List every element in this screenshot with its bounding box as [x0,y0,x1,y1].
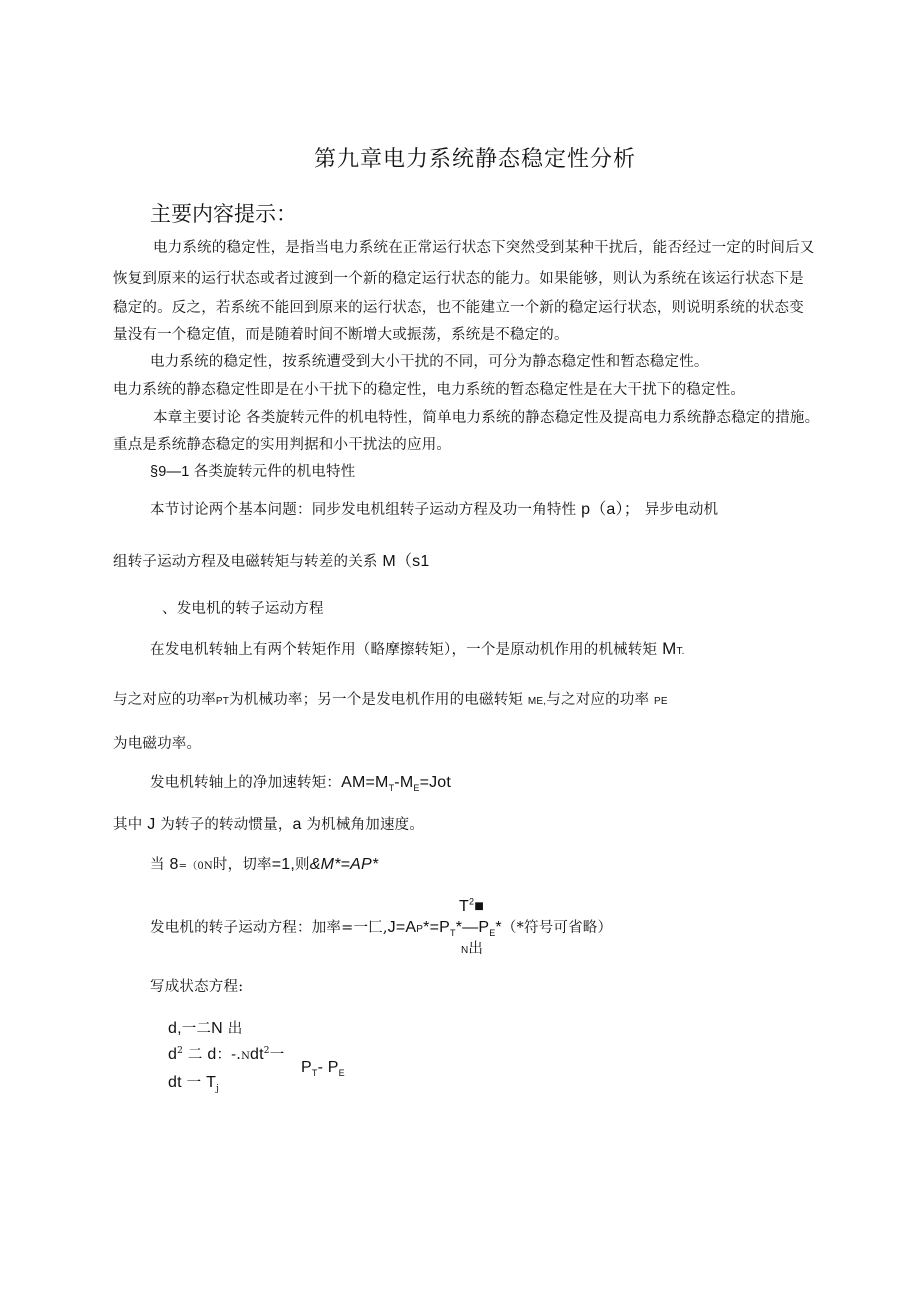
eq3-sub-t: T [450,928,456,939]
p7-text-e: 为机械角加速度。 [306,817,425,833]
eq1-label: 发电机转轴上的净加速转矩： [150,775,342,791]
paragraph-6-line-2 [113,690,668,712]
eq1-sub-e: E [413,783,420,794]
eq3-label: 发电机的转子运动方程：加率=一匚, [150,920,388,936]
st2-i: 一 [269,1047,285,1063]
paragraph-1-line-2: 恢复到原来的运行状态或者过渡到一个新的稳定运行状态的能力。如果能够，则认为系统在该运行状态下是 [113,271,804,287]
paragraph-5-line-1 [150,500,718,520]
paragraph-1-line-1: 电力系统的稳定性，是指当电力系统在正常运行状态下突然受到某种干扰后，能否经过一定的时间后又 [153,240,815,256]
st1-d: 出 [227,1021,243,1037]
st2-d: d [207,1046,217,1063]
eq3-part-a: J=A [387,919,417,936]
eq3-part-b: P [416,924,424,935]
paragraph-6-line-3: 为电磁功率。 [113,736,202,752]
section-subtitle: 主要内容提示： [150,202,297,226]
eq3-bottom-text: 出 [468,941,484,957]
eq3-part-g: * [495,919,502,936]
st3-d: j [216,1083,220,1094]
subheading-generator-rotor: 、发电机的转子运动方程 [162,601,324,617]
p6-text-a: 在发电机转轴上有两个转矩作用（略摩擦转矩），一个是原动机作用的机械转矩 [150,642,658,658]
st1-c: N [211,1020,223,1037]
p6-symbol-m: M [662,639,677,658]
state-equation-row-1 [168,1019,242,1039]
p6-symbol-pt: PT [215,696,230,707]
eq1-part-e: =Jot [419,774,452,791]
eq3-top-t: T [459,898,469,915]
p6-text-l2c: 为机械功率；另一个是发电机作用的电磁转矩 [229,692,524,708]
state-equation-label: 写成状态方程: [150,979,244,995]
st2-a: d [168,1046,178,1063]
st2-f: N [241,1051,251,1062]
eq2-text-d: 时，切率 [212,857,272,873]
equation-3-numerator [459,897,484,917]
st1-b: 一二 [181,1021,212,1037]
eq3-note: （*符号可省略） [501,920,613,936]
paragraph-1-line-4: 量没有一个稳定值，而是随着时间不断增大或振荡，系统是不稳定的。 [113,327,569,343]
eq2-small-c: =（0N [178,861,213,872]
eq3-bottom-n: N [461,945,469,956]
eq3-part-c: *=P [423,919,451,936]
eq3-formula [387,919,502,939]
p7-symbol-j: J [147,816,156,833]
eq3-top-exp: 2 [468,896,475,907]
st-right-p: P [301,1059,312,1076]
st2-h: 2 [263,1046,270,1057]
eq2-text-f: 则 [295,857,310,873]
paragraph-4-line-1: 本章主要讨论 各类旋转元件的机电特性，简单电力系统的静态稳定性及提高电力系统静态稳定的措施。 [153,410,820,426]
state-equation-right [301,1058,345,1078]
eq2-text-a: 当 [150,857,165,873]
eq1-formula [341,774,452,794]
p5-formula-p: p（a）； [581,501,640,518]
st2-g: dt [250,1046,264,1063]
paragraph-2: 电力系统的稳定性，按系统遭受到大小干扰的不同，可分为静态稳定性和暂态稳定性。 [150,354,709,370]
equation-2 [150,855,378,877]
p6-symbol-pe: PE [654,696,668,707]
paragraph-1-line-3: 稳定的。反之，若系统不能回到原来的运行状态，也不能建立一个新的稳定运行状态，则说明系统的状态变 [113,300,804,316]
p5-text-l2a: 组转子运动方程及电磁转矩与转差的关系 [113,554,378,570]
p6-symbol-me: ME, [527,696,547,707]
p5-text-a: 本节讨论两个基本问题：同步发电机组转子运动方程及功一角特性 [150,502,577,518]
eq1-part-a: AM=M [341,774,389,791]
eq3-top-block: ■ [474,898,485,915]
st3-b: 一 [186,1075,202,1091]
eq2-value-e: =1, [271,856,296,873]
st-right-minus-p: - P [317,1059,339,1076]
st3-c: T [206,1074,217,1091]
paragraph-7 [113,815,424,835]
eq1-sub-t: T [388,783,395,794]
eq1-part-c: -M [394,774,414,791]
section-heading [150,462,355,482]
paragraph-3: 电力系统的静态稳定性即是在小干扰下的稳定性，电力系统的暂态稳定性是在大干扰下的稳定性。 [113,382,746,398]
st2-b: 2 [177,1046,184,1057]
eq2-formula-g: &M*=AP* [309,856,379,873]
eq3-part-e: *—P [455,919,490,936]
st-right-t: T [311,1068,318,1079]
st1-a: d, [168,1020,182,1037]
state-equation-row-3 [168,1073,219,1093]
paragraph-6-line-1 [150,639,685,662]
equation-3-denominator [461,939,483,961]
p7-text-a: 其中 [113,817,143,833]
p6-text-l2a: 与之对应的功率 [113,692,216,708]
st2-e: ：-. [216,1047,242,1063]
p7-text-c: 为转子的转动惯量， [160,817,293,833]
equation-3 [150,918,612,940]
st-right-e: E [338,1068,345,1079]
equation-1 [150,773,451,793]
p7-symbol-a: a [292,816,302,833]
p6-symbol-t: T. [676,646,685,657]
st2-c: 二 [187,1047,203,1063]
page-title: 第九章电力系统静态稳定性分析 [314,147,637,172]
paragraph-4-line-2: 重点是系统静态稳定的实用判据和小干扰法的应用。 [113,437,452,453]
eq3-sub-e: E [489,928,496,939]
state-equation-row-2 [168,1045,284,1067]
p5-formula-m: M（s1 [382,553,430,570]
section-heading-text: §9—1 各类旋转元件的机电特性 [150,464,356,480]
eq2-symbol-8: 8 [169,856,179,873]
paragraph-5-line-2 [113,552,429,572]
p5-text-c: 异步电动机 [644,502,719,518]
p6-text-l2e: 与之对应的功率 [546,692,650,708]
st3-a: dt [168,1074,182,1091]
